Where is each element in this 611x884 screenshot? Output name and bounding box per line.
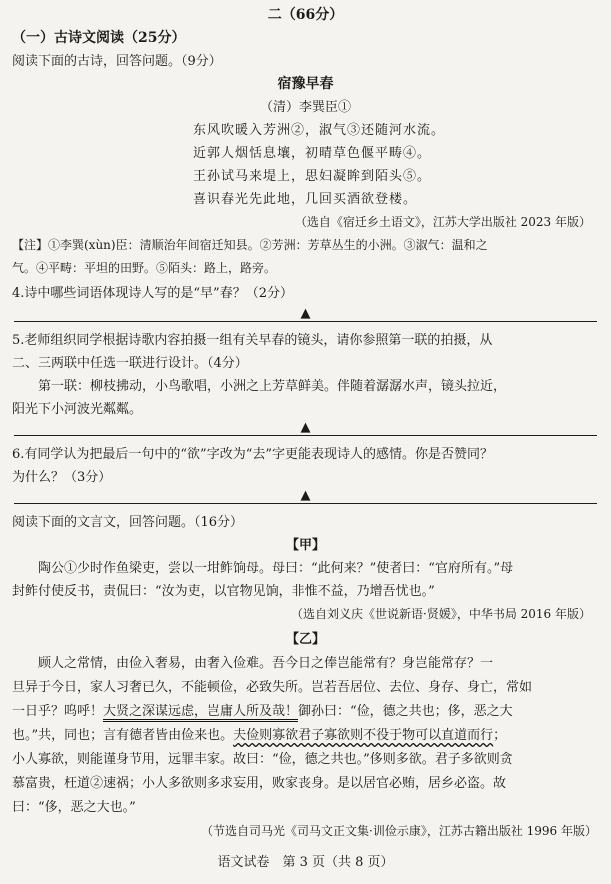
underlined-sentence-wavy: 夫俭则寡欲君子寡欲则不役于物可以直道而行 (233, 728, 494, 743)
passage-yi-line-7: 曰：“侈，恶之大也。” (12, 800, 136, 815)
passage-yi-line-2: 旦异于今日，家人习奢已久，不能顿俭，必致失所。岂若吾居位、去位、身存、身亡，常如 (12, 680, 533, 695)
poem-note-line-2: 气。④平畴：平坦的田野。⑤陌头：路上，路旁。 (12, 261, 277, 275)
answer-marker-q5: ▲ (300, 420, 311, 435)
answer-line-q6 (14, 503, 597, 504)
passage-yi-label: 【乙】 (285, 632, 325, 647)
answer-line-q5 (14, 435, 597, 436)
poem-note-line-1: 【注】①李巽(xùn)臣：清顺治年间宿迁知县。②芳洲：芳草丛生的小洲。③淑气：温和之 (12, 238, 488, 252)
poem-line-3: 王孙试马来堤上，思妇凝眸到陌头⑤。 (193, 169, 432, 184)
poem-title: 宿豫早春 (277, 76, 334, 92)
passage-jia-line-1: 陶公①少时作鱼梁吏，尝以一坩鲊饷母。母曰：“此何来？”使者曰：“官府所有。”母 (38, 561, 514, 576)
passage-jia-label: 【甲】 (285, 538, 325, 553)
passage-yi-text: 也。”共，同也；言有德者皆由俭来也。 (12, 728, 234, 743)
poem-line-1: 东风吹暖入芳洲②，淑气③还随河水流。 (193, 123, 446, 138)
passage-yi-line-4 (12, 724, 506, 743)
passage-yi-line-3 (12, 700, 513, 719)
underlined-sentence-double: 大贤之深谋远虑，岂庸人所及哉！ (103, 704, 298, 722)
question-5-line-2: 二、三两联中任选一联进行设计。（4分） (12, 356, 248, 371)
question-4: 4.诗中哪些词语体现诗人写的是“早”春？（2分） (12, 286, 293, 301)
passage-yi-line-6: 慕富贵，枉道②速祸；小人多欲则多求妄用，败家丧身。是以居官必贿，居乡必盗。故 (12, 776, 507, 791)
passage-yi-text: 一日乎？呜呼！ (12, 704, 104, 719)
poem-intro: 阅读下面的古诗，回答问题。（9分） (12, 54, 222, 69)
passage-yi-source: （节选自司马光《司马文正文集·训俭示康》，江苏古籍出版社 1996 年版） (201, 824, 597, 838)
passage-yi-line-5: 小人寡欲，则能谨身节用，远罪丰家。故曰：“俭，德之共也。”侈则多欲。君子多欲则贪 (12, 752, 513, 767)
classical-intro: 阅读下面的文言文，回答问题。（16分） (12, 515, 244, 530)
passage-jia-line-2: 封鲊付使反书，责侃曰：“汝为吏，以官物见饷，非惟不益，乃增吾忧也。” (12, 584, 435, 599)
poem-source: （选自《宿迁乡土语文》，江苏大学出版社 2023 年版） (294, 215, 591, 229)
question-6-line-2: 为什么？（3分） (12, 470, 112, 485)
poem-author: （清）李巽臣① (259, 100, 351, 115)
section-title: 二（66分） (267, 7, 344, 23)
passage-yi-text: ； (493, 728, 507, 743)
part-heading: （一）古诗文阅读（25分） (12, 30, 186, 46)
answer-line-q4 (14, 321, 597, 322)
answer-marker-q4: ▲ (300, 306, 311, 321)
passage-jia-source: （选自刘义庆《世说新语·贤媛》，中华书局 2016 年版） (291, 607, 591, 621)
page-footer: 语文试卷 第 3 页（共 8 页） (217, 855, 394, 870)
poem-line-2: 近郭人烟恬息壤，初晴草色偃平畴④。 (193, 146, 432, 161)
passage-yi-line-1: 顾人之常情，由俭入奢易，由奢入俭难。吾今日之俸岂能常有？身岂能常存？一 (38, 656, 494, 671)
passage-yi-text: 御孙曰：“俭，德之共也；侈，恶之大 (298, 704, 513, 719)
question-5-example-line-2: 阳光下小河波光粼粼。 (12, 402, 143, 417)
question-5-line-1: 5.老师组织同学根据诗歌内容拍摄一组有关早春的镜头，请你参照第一联的拍摄，从 (12, 333, 493, 348)
question-6-line-1: 6.有同学认为把最后一句中的“欲”字改为“去”字更能表现诗人的感情。你是否赞同？ (12, 447, 493, 462)
poem-line-4: 喜识春光先此地，几回买酒欲登楼。 (193, 192, 418, 207)
question-5-example-line-1: 第一联：柳枝拂动，小鸟歌唱，小洲之上芳草鲜美。伴随着潺潺水声，镜头拉近， (38, 379, 507, 394)
answer-marker-q6: ▲ (300, 488, 311, 503)
